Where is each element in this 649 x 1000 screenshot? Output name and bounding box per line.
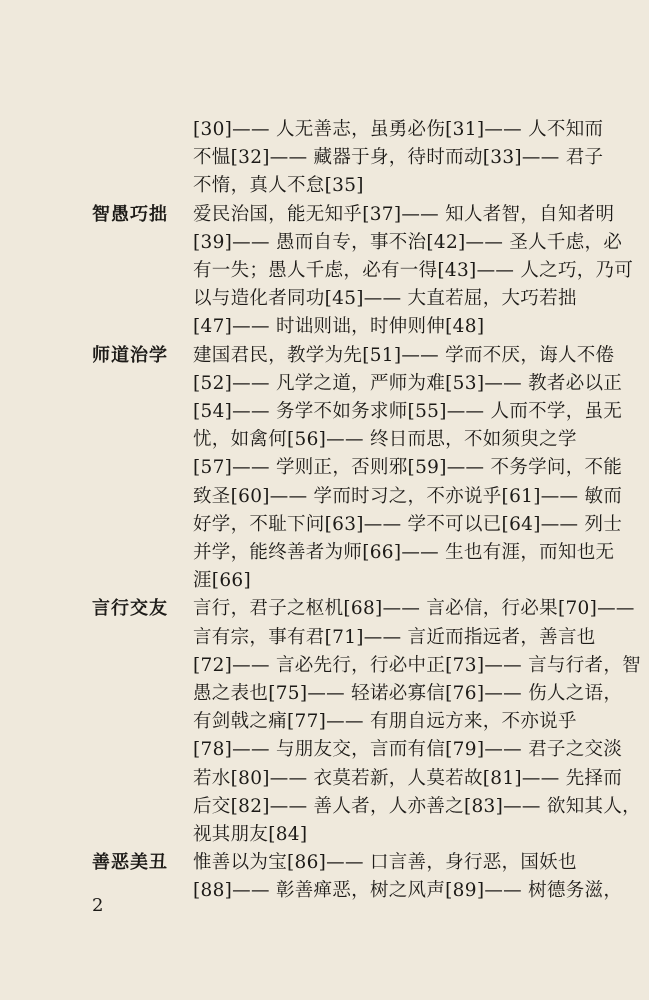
- text-line: 并学，能终善者为师[66]—— 生也有涯，而知也无: [193, 542, 615, 563]
- text-line: 惟善以为宝[86]—— 口言善，身行恶，国妖也: [193, 852, 577, 874]
- section-heading: 智愚巧拙: [92, 203, 168, 225]
- text-line: 言有宗，事有君[71]—— 言近而指远者，善言也: [193, 626, 596, 648]
- text-line: 建国君民，教学为先[51]—— 学而不厌，诲人不倦: [193, 344, 615, 366]
- text-line: 有一失；愚人千虑，必有一得[43]—— 人之巧，乃可: [193, 260, 634, 281]
- text-line: [47]—— 时诎则诎，时伸则伸[48]: [193, 316, 485, 338]
- page-number: 2: [92, 895, 104, 916]
- text-line: [54]—— 务学不如务求师[55]—— 人而不学，虽无: [193, 401, 623, 422]
- section-heading: 言行交友: [92, 598, 168, 620]
- text-line: 后交[82]—— 善人者，人亦善之[83]—— 欲知其人，: [193, 795, 641, 817]
- text-line: 言行，君子之枢机[68]—— 言必信，行必果[70]——: [193, 598, 635, 620]
- section-heading: 师道治学: [92, 344, 168, 366]
- text-line: 不惰，真人不怠[35]: [193, 175, 364, 197]
- text-line: 好学，不耻下问[63]—— 学不可以已[64]—— 列士: [193, 513, 623, 535]
- text-line: [39]—— 愚而自专，事不治[42]—— 圣人千虑，必: [193, 231, 623, 253]
- text-line: [88]—— 彰善瘅恶，树之风声[89]—— 树德务滋，: [193, 880, 623, 902]
- text-line: 视其朋友[84]: [193, 824, 308, 845]
- text-line: 有剑戟之痛[77]—— 有朋自远方来，不亦说乎: [193, 711, 577, 733]
- text-line: 以与造化者同功[45]—— 大直若屈，大巧若拙: [193, 288, 577, 310]
- text-line: [30]—— 人无善志，虽勇必伤[31]—— 人不知而: [193, 119, 604, 140]
- text-line: 致圣[60]—— 学而时习之，不亦说乎[61]—— 敏而: [193, 485, 623, 507]
- text-line: [78]—— 与朋友交，言而有信[79]—— 君子之交淡: [193, 739, 623, 761]
- text-line: 爱民治国，能无知乎[37]—— 知人者智，自知者明: [193, 203, 615, 225]
- text-line: 忧，如禽何[56]—— 终日而思，不如须臾之学: [193, 429, 577, 451]
- section-heading: 善恶美丑: [92, 852, 168, 874]
- text-line: [57]—— 学则正，否则邪[59]—— 不务学问，不能: [193, 457, 623, 479]
- text-line: [72]—— 言必先行，行必中正[73]—— 言与行者，智: [193, 654, 641, 676]
- text-line: 不愠[32]—— 藏器于身，待时而动[33]—— 君子: [193, 147, 604, 169]
- text-line: 涯[66]: [193, 570, 251, 592]
- text-line: 若水[80]—— 衣莫若新，人莫若故[81]—— 先择而: [193, 767, 623, 789]
- text-line: [52]—— 凡学之道，严师为难[53]—— 教者必以正: [193, 372, 623, 394]
- text-line: 愚之表也[75]—— 轻诺必寡信[76]—— 伤人之语，: [193, 683, 623, 704]
